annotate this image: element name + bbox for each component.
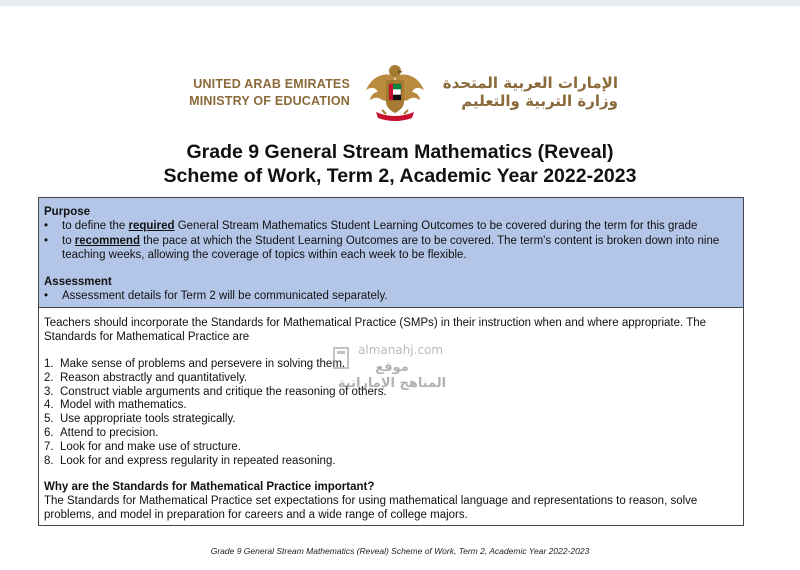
ministry-name: MINISTRY OF EDUCATION [189,94,350,108]
purpose-item-2-prefix: to [62,235,75,247]
list-item: 7. Look for and make use of structure. [44,440,241,453]
bullet-icon: • [44,220,49,232]
smp-box [38,308,744,526]
list-item: 3. Construct viable arguments and critique the reasoning of others. [44,385,387,398]
ministry-name-english [150,76,350,110]
purpose-item-1-prefix: to define the [62,220,129,232]
assessment-item-text: Assessment details for Term 2 will be communicated separately. [62,290,388,302]
watermark-url: almanahj.com [358,343,444,357]
list-item: 5. Use appropriate tools strategically. [44,413,236,426]
title-line-1: Grade 9 General Stream Mathematics (Reveal) [186,141,614,163]
assessment-heading: Assessment [44,276,112,288]
purpose-box [38,197,744,308]
list-item: 2. Reason abstractly and quantitatively. [44,371,248,384]
list-item: 8. Look for and express regularity in repeated reasoning. [44,454,336,467]
list-item: 6. Attend to precision. [44,426,159,439]
keyword-required: required [128,220,175,232]
keyword-recommend: recommend [74,235,140,247]
country-name: UNITED ARAB EMIRATES [193,77,350,91]
page-header [0,62,800,122]
document-title [0,140,800,188]
top-bar [0,0,800,6]
purpose-item-2-text: the pace at which the Student Learning Outcomes are to be covered. The term's content is broken down into nine teaching weeks, allowing the coverage of topics within each week to be flexible. [62,235,720,261]
list-item: 4. Model with mathematics. [44,399,187,412]
page-footer: Grade 9 General Stream Mathematics (Reveal) Scheme of Work, Term 2, Academic Year 2022-2023 [210,546,590,556]
ministry-name-arabic [436,74,618,110]
watermark-arabic: موقع المناهج الإماراتية [337,360,447,391]
why-text: The Standards for Mathematical Practice set expectations for using mathematical language and representations to reason, solve problems, and model in preparation for careers and a wide range of college majors. [44,495,698,521]
why-heading: Why are the Standards for Mathematical Practice important? [44,481,375,493]
falcon-emblem-icon [362,62,428,124]
title-line-2: Scheme of Work, Term 2, Academic Year 2022-2023 [163,165,637,187]
bullet-icon: • [44,235,49,247]
list-item: 1. Make sense of problems and persevere in solving them. [44,358,346,370]
country-name-arabic: الإمارات العربية المتحدة [442,74,618,92]
bullet-icon: • [44,290,49,302]
ministry-name-arabic-line: وزارة التربية والتعليم [461,92,618,110]
smp-intro: Teachers should incorporate the Standards for Mathematical Practice (SMPs) in their instruction when and where appropriate. The Standards for Mathematical Practice are [44,317,707,343]
smp-list [44,357,738,467]
purpose-heading: Purpose [44,206,91,218]
purpose-item-1-text: General Stream Mathematics Student Learning Outcomes to be covered during the term for this grade [174,220,698,232]
